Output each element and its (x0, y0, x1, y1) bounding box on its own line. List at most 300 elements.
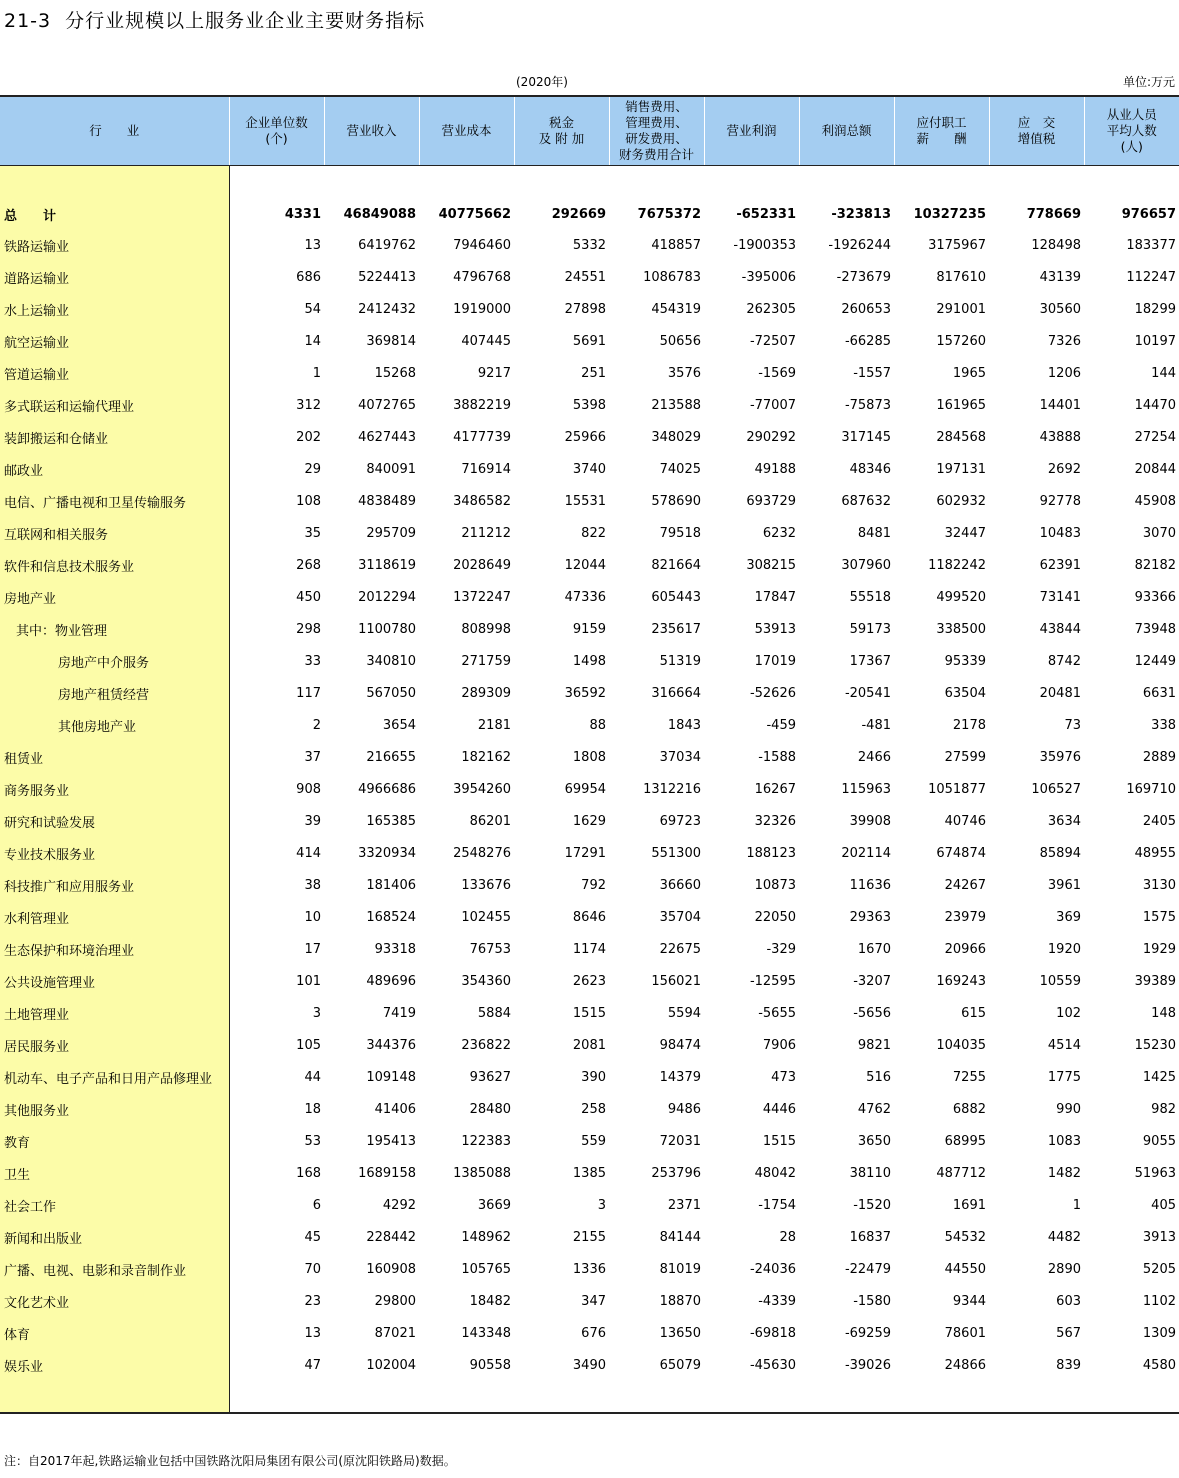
value-cell: 3486582 (453, 493, 511, 509)
value-cell: 44 (304, 1069, 321, 1085)
value-cell: 17367 (849, 653, 891, 669)
value-cell: 487712 (936, 1165, 986, 1181)
value-cell: 1174 (572, 941, 606, 957)
value-cell: 109148 (366, 1069, 416, 1085)
value-cell: 69723 (659, 813, 701, 829)
industry-cell: 租赁业 (0, 741, 229, 773)
value-cell: 5205 (1142, 1261, 1176, 1277)
value-cell: 20481 (1039, 685, 1081, 701)
value-cell: 551300 (651, 845, 701, 861)
value-cell: 105765 (461, 1261, 511, 1277)
value-cell: 47336 (564, 589, 606, 605)
value-cell: 168 (296, 1165, 321, 1181)
value-cell: 29 (304, 461, 321, 477)
value-cell: 317145 (841, 429, 891, 445)
value-cell: 13650 (659, 1325, 701, 1341)
industry-cell: 新闻和出版业 (0, 1221, 229, 1253)
value-cell: 6 (312, 1197, 321, 1213)
value-cell: 307960 (841, 557, 891, 573)
value-cell: 8646 (572, 909, 606, 925)
value-cell: 2178 (952, 717, 986, 733)
value-cell: 48346 (849, 461, 891, 477)
table-number: 21-3 (4, 10, 52, 32)
value-cell: -69259 (844, 1325, 891, 1341)
value-cell: 1100780 (358, 621, 416, 637)
industry-cell: 娱乐业 (0, 1349, 229, 1381)
value-cell: 16837 (849, 1229, 891, 1245)
table-row (0, 965, 1179, 997)
industry-cell: 电信、广播电视和卫星传输服务 (0, 485, 229, 517)
industry-cell: 房地产租赁经营 (0, 677, 229, 709)
industry-cell: 文化艺术业 (0, 1285, 229, 1317)
value-cell: 2081 (572, 1037, 606, 1053)
value-cell: 168524 (366, 909, 416, 925)
value-cell: 792 (581, 877, 606, 893)
value-cell: -652331 (736, 206, 796, 222)
value-cell: 35976 (1039, 749, 1081, 765)
value-cell: 4482 (1047, 1229, 1081, 1245)
industry-cell: 总 计 (0, 199, 229, 229)
value-cell: 36660 (659, 877, 701, 893)
table-row (0, 325, 1179, 357)
value-cell: 7675372 (637, 206, 701, 222)
value-cell: 976657 (1121, 206, 1176, 222)
value-cell: -273679 (836, 269, 891, 285)
table-row (0, 1221, 1179, 1253)
value-cell: 2181 (477, 717, 511, 733)
value-cell: 2692 (1047, 461, 1081, 477)
value-cell: 602932 (936, 493, 986, 509)
footnote: 注：自2017年起,铁路运输业包括中国铁路沈阳局集团有限公司(原沈阳铁路局)数据。 (4, 1454, 456, 1468)
value-cell: 258 (581, 1101, 606, 1117)
value-cell: 5398 (572, 397, 606, 413)
value-cell: -4339 (758, 1293, 796, 1309)
value-cell: -45630 (749, 1357, 796, 1373)
value-cell: 414 (296, 845, 321, 861)
year-label: (2020年) (516, 75, 568, 89)
industry-cell: 专业技术服务业 (0, 837, 229, 869)
value-cell: 70 (304, 1261, 321, 1277)
value-cell: 24866 (944, 1357, 986, 1373)
table-row (0, 1317, 1179, 1349)
value-cell: 3130 (1142, 877, 1176, 893)
table-row (0, 517, 1179, 549)
table-row (0, 485, 1179, 517)
value-cell: 405 (1151, 1197, 1176, 1213)
value-cell: 106527 (1031, 781, 1081, 797)
industry-cell: 土地管理业 (0, 997, 229, 1029)
value-cell: -1900353 (733, 237, 796, 253)
header-operating-cost: 营业成本 (419, 96, 514, 166)
value-cell: 5594 (667, 1005, 701, 1021)
value-cell: 1 (1072, 1197, 1081, 1213)
value-cell: 499520 (936, 589, 986, 605)
value-cell: 454319 (651, 301, 701, 317)
value-cell: 4796768 (453, 269, 511, 285)
value-cell: 2155 (572, 1229, 606, 1245)
industry-cell: 教育 (0, 1125, 229, 1157)
value-cell: 10197 (1134, 333, 1176, 349)
value-cell: 2466 (857, 749, 891, 765)
value-cell: 24551 (564, 269, 606, 285)
header-total-profit: 利润总额 (799, 96, 894, 166)
industry-cell: 邮政业 (0, 453, 229, 485)
value-cell: 93366 (1134, 589, 1176, 605)
value-cell: 390 (581, 1069, 606, 1085)
value-cell: 338500 (936, 621, 986, 637)
value-cell: -72507 (749, 333, 796, 349)
table-row (0, 677, 1179, 709)
value-cell: 615 (961, 1005, 986, 1021)
value-cell: 4514 (1047, 1037, 1081, 1053)
value-cell: 40775662 (438, 206, 511, 222)
industry-cell: 社会工作 (0, 1189, 229, 1221)
value-cell: 181406 (366, 877, 416, 893)
value-cell: 3118619 (358, 557, 416, 573)
value-cell: 1206 (1047, 365, 1081, 381)
table-row (0, 1253, 1179, 1285)
header-vat-payable: 应 交 增值税 (989, 96, 1084, 166)
value-cell: 1482 (1047, 1165, 1081, 1181)
value-cell: 2412432 (358, 301, 416, 317)
value-cell: 11636 (849, 877, 891, 893)
value-cell: 62391 (1039, 557, 1081, 573)
header-avg-employees: 从业人员 平均人数 (人) (1084, 96, 1179, 166)
value-cell: 1965 (952, 365, 986, 381)
value-cell: 268 (296, 557, 321, 573)
value-cell: 1691 (952, 1197, 986, 1213)
value-cell: 3913 (1142, 1229, 1176, 1245)
industry-cell: 装卸搬运和仓储业 (0, 421, 229, 453)
value-cell: 17847 (754, 589, 796, 605)
value-cell: 28480 (469, 1101, 511, 1117)
value-cell: 990 (1056, 1101, 1081, 1117)
table-row (0, 357, 1179, 389)
value-cell: 291001 (936, 301, 986, 317)
industry-cell: 水利管理业 (0, 901, 229, 933)
value-cell: 2371 (667, 1197, 701, 1213)
value-cell: 7906 (762, 1037, 796, 1053)
table-row (0, 645, 1179, 677)
value-cell: 38110 (849, 1165, 891, 1181)
spacer-row (0, 1381, 1179, 1413)
value-cell: 39389 (1134, 973, 1176, 989)
value-cell: 840091 (366, 461, 416, 477)
value-cell: 63504 (944, 685, 986, 701)
value-cell: 45 (304, 1229, 321, 1245)
value-cell: 407445 (461, 333, 511, 349)
value-cell: 5884 (477, 1005, 511, 1021)
value-cell: 20966 (944, 941, 986, 957)
value-cell: 1309 (1142, 1325, 1176, 1341)
value-cell: 39 (304, 813, 321, 829)
table-row (0, 581, 1179, 613)
value-cell: 348029 (651, 429, 701, 445)
value-cell: 202 (296, 429, 321, 445)
value-cell: 3654 (382, 717, 416, 733)
value-cell: 115963 (841, 781, 891, 797)
header-expenses-total: 销售费用、 管理费用、 研发费用、 财务费用合计 (609, 96, 704, 166)
value-cell: 369 (1056, 909, 1081, 925)
value-cell: 108 (296, 493, 321, 509)
value-cell: 4177739 (453, 429, 511, 445)
value-cell: 908 (296, 781, 321, 797)
value-cell: 122383 (461, 1133, 511, 1149)
value-cell: 290292 (746, 429, 796, 445)
value-cell: 148962 (461, 1229, 511, 1245)
value-cell: 88 (589, 717, 606, 733)
industry-cell: 研究和试验发展 (0, 805, 229, 837)
value-cell: 18299 (1134, 301, 1176, 317)
value-cell: 50656 (659, 333, 701, 349)
value-cell: 14401 (1039, 397, 1081, 413)
value-cell: 73141 (1039, 589, 1081, 605)
industry-cell: 房地产业 (0, 581, 229, 613)
value-cell: 516 (866, 1069, 891, 1085)
industry-cell: 居民服务业 (0, 1029, 229, 1061)
value-cell: 55518 (849, 589, 891, 605)
value-cell: 84144 (659, 1229, 701, 1245)
industry-cell: 航空运输业 (0, 325, 229, 357)
value-cell: 8742 (1047, 653, 1081, 669)
value-cell: 3882219 (453, 397, 511, 413)
value-cell: 559 (581, 1133, 606, 1149)
value-cell: 182162 (461, 749, 511, 765)
value-cell: 53 (304, 1133, 321, 1149)
value-cell: 10873 (754, 877, 796, 893)
value-cell: 1670 (857, 941, 891, 957)
value-cell: 10559 (1039, 973, 1081, 989)
industry-cell: 水上运输业 (0, 293, 229, 325)
value-cell: 33 (304, 653, 321, 669)
financial-indicators-table (0, 95, 1179, 1414)
value-cell: 39908 (849, 813, 891, 829)
value-cell: 3 (312, 1005, 321, 1021)
value-cell: 143348 (461, 1325, 511, 1341)
value-cell: 821664 (651, 557, 701, 573)
table-row (0, 1189, 1179, 1221)
industry-cell: 房地产中介服务 (0, 645, 229, 677)
value-cell: 37 (304, 749, 321, 765)
table-row (0, 805, 1179, 837)
value-cell: 47 (304, 1357, 321, 1373)
value-cell: 253796 (651, 1165, 701, 1181)
industry-cell: 其中：物业管理 (0, 613, 229, 645)
value-cell: 51319 (659, 653, 701, 669)
value-cell: 16267 (754, 781, 796, 797)
value-cell: 4072765 (358, 397, 416, 413)
value-cell: 65079 (659, 1357, 701, 1373)
value-cell: 9344 (952, 1293, 986, 1309)
value-cell: 1425 (1142, 1069, 1176, 1085)
table-row (0, 1285, 1179, 1317)
industry-cell: 公共设施管理业 (0, 965, 229, 997)
value-cell: 43888 (1039, 429, 1081, 445)
value-cell: 236822 (461, 1037, 511, 1053)
value-cell: 1808 (572, 749, 606, 765)
value-cell: 76753 (469, 941, 511, 957)
value-cell: 778669 (1026, 206, 1081, 222)
value-cell: 7946460 (453, 237, 511, 253)
value-cell: 82182 (1134, 557, 1176, 573)
value-cell: 271759 (461, 653, 511, 669)
value-cell: 9821 (857, 1037, 891, 1053)
value-cell: 73 (1064, 717, 1081, 733)
industry-cell: 互联网和相关服务 (0, 517, 229, 549)
value-cell: -329 (766, 941, 796, 957)
value-cell: 686 (296, 269, 321, 285)
value-cell: -1520 (853, 1197, 891, 1213)
value-cell: 78601 (944, 1325, 986, 1341)
value-cell: 3576 (667, 365, 701, 381)
value-cell: 1 (312, 365, 321, 381)
value-cell: 2012294 (358, 589, 416, 605)
value-cell: 35 (304, 525, 321, 541)
value-cell: 1498 (572, 653, 606, 669)
value-cell: 157260 (936, 333, 986, 349)
value-cell: 295709 (366, 525, 416, 541)
table-row (0, 773, 1179, 805)
unit-label: 单位:万元 (1122, 75, 1175, 89)
table-row (0, 613, 1179, 645)
value-cell: 1102 (1142, 1293, 1176, 1309)
table-row (0, 453, 1179, 485)
value-cell: 3175967 (928, 237, 986, 253)
value-cell: 5332 (572, 237, 606, 253)
spacer-row (0, 166, 1179, 200)
value-cell: 235617 (651, 621, 701, 637)
value-cell: -20541 (844, 685, 891, 701)
value-cell: -1580 (853, 1293, 891, 1309)
value-cell: 489696 (366, 973, 416, 989)
value-cell: 117 (296, 685, 321, 701)
value-cell: 156021 (651, 973, 701, 989)
value-cell: 8481 (857, 525, 891, 541)
table-title: 分行业规模以上服务业企业主要财务指标 (65, 10, 426, 32)
value-cell: 104035 (936, 1037, 986, 1053)
value-cell: 48042 (754, 1165, 796, 1181)
value-cell: 188123 (746, 845, 796, 861)
value-cell: 2889 (1142, 749, 1176, 765)
value-cell: -24036 (749, 1261, 796, 1277)
value-cell: 6882 (952, 1101, 986, 1117)
value-cell: 4292 (382, 1197, 416, 1213)
value-cell: 59173 (849, 621, 891, 637)
value-cell: 1086783 (643, 269, 701, 285)
value-cell: 23 (304, 1293, 321, 1309)
value-cell: 1843 (667, 717, 701, 733)
value-cell: 354360 (461, 973, 511, 989)
value-cell: 1515 (762, 1133, 796, 1149)
value-cell: 81019 (659, 1261, 701, 1277)
value-cell: 10 (304, 909, 321, 925)
value-cell: 10483 (1039, 525, 1081, 541)
value-cell: 14 (304, 333, 321, 349)
value-cell: -1569 (758, 365, 796, 381)
industry-cell: 科技推广和应用服务业 (0, 869, 229, 901)
value-cell: 14379 (659, 1069, 701, 1085)
header-operating-profit: 营业利润 (704, 96, 799, 166)
value-cell: 13 (304, 1325, 321, 1341)
value-cell: 1575 (1142, 909, 1176, 925)
industry-cell: 卫生 (0, 1157, 229, 1189)
value-cell: 1372247 (453, 589, 511, 605)
value-cell: 13 (304, 237, 321, 253)
value-cell: -1588 (758, 749, 796, 765)
header-industry: 行 业 (0, 96, 229, 166)
value-cell: 808998 (461, 621, 511, 637)
value-cell: 567050 (366, 685, 416, 701)
table-row (0, 869, 1179, 901)
value-cell: 216655 (366, 749, 416, 765)
value-cell: 128498 (1031, 237, 1081, 253)
value-cell: 1312216 (643, 781, 701, 797)
value-cell: 160908 (366, 1261, 416, 1277)
value-cell: 1051877 (928, 781, 986, 797)
value-cell: 27599 (944, 749, 986, 765)
value-cell: 24267 (944, 877, 986, 893)
value-cell: 169243 (936, 973, 986, 989)
value-cell: 18 (304, 1101, 321, 1117)
value-cell: 2548276 (453, 845, 511, 861)
value-cell: 17291 (564, 845, 606, 861)
table-row (0, 901, 1179, 933)
value-cell: 1919000 (453, 301, 511, 317)
value-cell: 72031 (659, 1133, 701, 1149)
value-cell: -1754 (758, 1197, 796, 1213)
value-cell: 1336 (572, 1261, 606, 1277)
total-row (0, 199, 1179, 229)
value-cell: 284568 (936, 429, 986, 445)
value-cell: 4580 (1142, 1357, 1176, 1373)
value-cell: 195413 (366, 1133, 416, 1149)
value-cell: 298 (296, 621, 321, 637)
value-cell: -3207 (853, 973, 891, 989)
value-cell: 95339 (944, 653, 986, 669)
value-cell: 41406 (374, 1101, 416, 1117)
value-cell: 69954 (564, 781, 606, 797)
value-cell: 148 (1151, 1005, 1176, 1021)
value-cell: 3961 (1047, 877, 1081, 893)
value-cell: 7419 (382, 1005, 416, 1021)
header-payroll-payable: 应付职工 薪 酬 (894, 96, 989, 166)
value-cell: 347 (581, 1293, 606, 1309)
value-cell: 1929 (1142, 941, 1176, 957)
industry-cell: 其他房地产业 (0, 709, 229, 741)
value-cell: 112247 (1126, 269, 1176, 285)
value-cell: 817610 (936, 269, 986, 285)
table-row (0, 1061, 1179, 1093)
value-cell: 15268 (374, 365, 416, 381)
value-cell: 144 (1151, 365, 1176, 381)
value-cell: 202114 (841, 845, 891, 861)
value-cell: 7255 (952, 1069, 986, 1085)
value-cell: 92778 (1039, 493, 1081, 509)
value-cell: -5655 (758, 1005, 796, 1021)
value-cell: 38 (304, 877, 321, 893)
page-title (4, 6, 425, 33)
industry-cell: 多式联运和运输代理业 (0, 389, 229, 421)
value-cell: 3 (597, 1197, 606, 1213)
value-cell: 14470 (1134, 397, 1176, 413)
value-cell: 340810 (366, 653, 416, 669)
industry-cell: 机动车、电子产品和日用产品修理业 (0, 1061, 229, 1093)
value-cell: 3320934 (358, 845, 416, 861)
table-row (0, 1157, 1179, 1189)
value-cell: 15230 (1134, 1037, 1176, 1053)
value-cell: 85894 (1039, 845, 1081, 861)
value-cell: 98474 (659, 1037, 701, 1053)
